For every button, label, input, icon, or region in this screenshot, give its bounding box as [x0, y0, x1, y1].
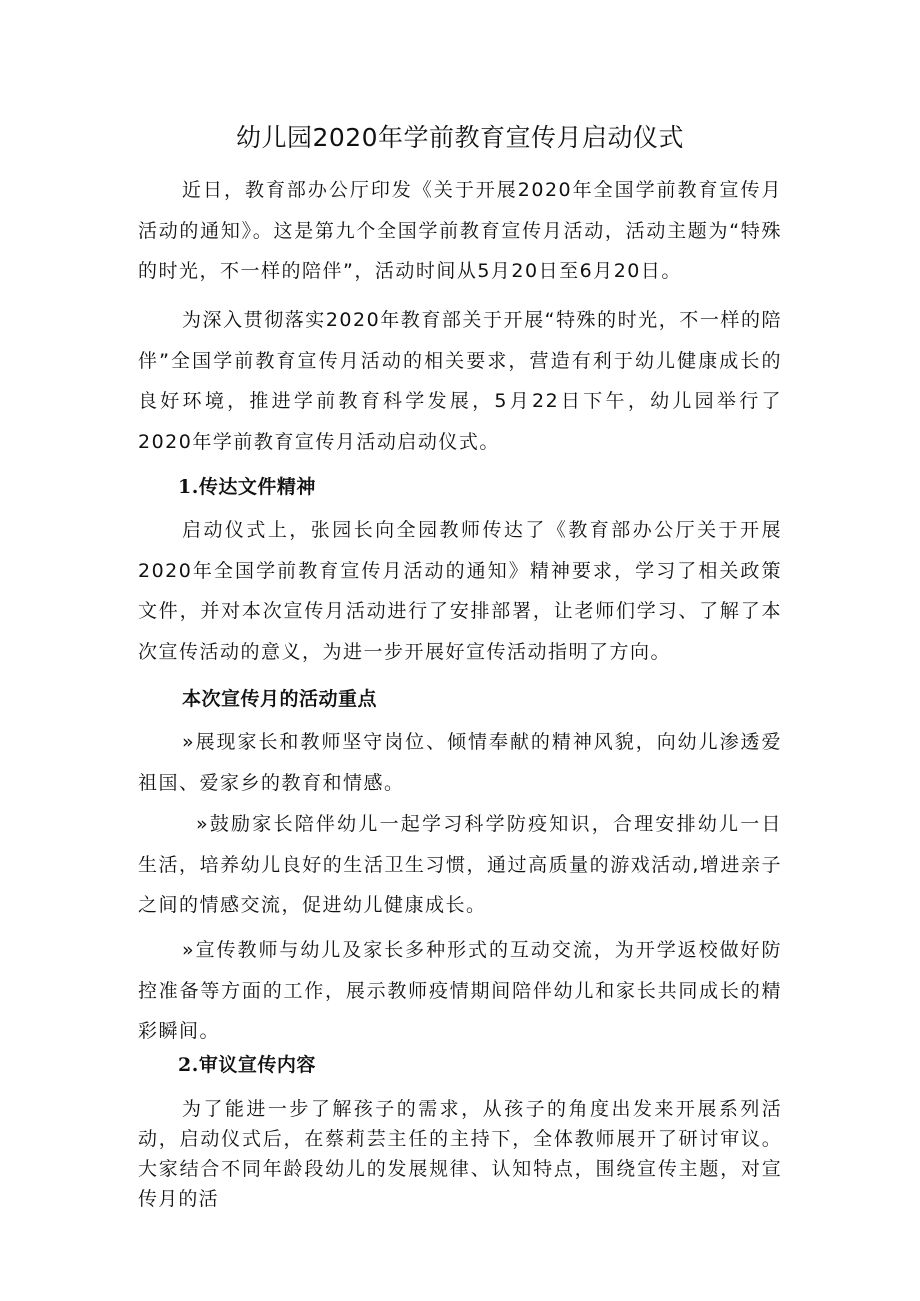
focus-item-3: »宣传教师与幼儿及家长多种形式的互动交流，为开学返校做好防控准备等方面的工作，展示教师疫情期间陪伴幼儿和家长共同成长的精彩瞬间。 — [138, 939, 782, 1042]
document-title: 幼儿园2020年学前教育宣传月启动仪式 — [235, 123, 685, 152]
intro-paragraph-2: 为深入贯彻落实2020年教育部关于开展“特殊的时光，不一样的陪伴”全国学前教育宣传月活动的相关要求，营造有利于幼儿健康成长的良好环境，推进学前教育科学发展，5月22日下午，幼儿园举行了2020年学前教育宣传月活动启动仪式。 — [138, 309, 782, 453]
section-2-heading: 2.审议宣传内容 — [178, 1054, 316, 1076]
focus-heading: 本次宣传月的活动重点 — [182, 688, 378, 710]
focus-item-2: »鼓励家长陪伴幼儿一起学习科学防疫知识，合理安排幼儿一日生活，培养幼儿良好的生活卫生习惯，通过高质量的游戏活动,增进亲子之间的情感交流，促进幼儿健康成长。 — [138, 813, 782, 916]
focus-item-1: »展现家长和教师坚守岗位、倾情奉献的精神风貌，向幼儿渗透爱祖国、爱家乡的教育和情感。 — [138, 731, 782, 794]
section-1-paragraph: 启动仪式上，张园长向全园教师传达了《教育部办公厅关于开展2020年全国学前教育宣传月活动的通知》精神要求，学习了相关政策文件，并对本次宣传月活动进行了安排部署，让老师们学习、了解了本次宣传活动的意义，为进一步开展好宣传活动指明了方向。 — [138, 519, 782, 663]
section-1-heading: 1.传达文件精神 — [178, 476, 316, 498]
section-2-paragraph: 为了能进一步了解孩子的需求，从孩子的角度出发来开展系列活动，启动仪式后，在蔡莉芸主任的主持下，全体教师展开了研讨审议。大家结合不同年龄段幼儿的发展规律、认知特点，围绕宣传主题，对宣传月的活 — [138, 1098, 782, 1210]
intro-paragraph-1: 近日，教育部办公厅印发《关于开展2020年全国学前教育宣传月活动的通知》。这是第九个全国学前教育宣传月活动，活动主题为“特殊的时光，不一样的陪伴”，活动时间从5月20日至6月20日。 — [138, 179, 782, 282]
